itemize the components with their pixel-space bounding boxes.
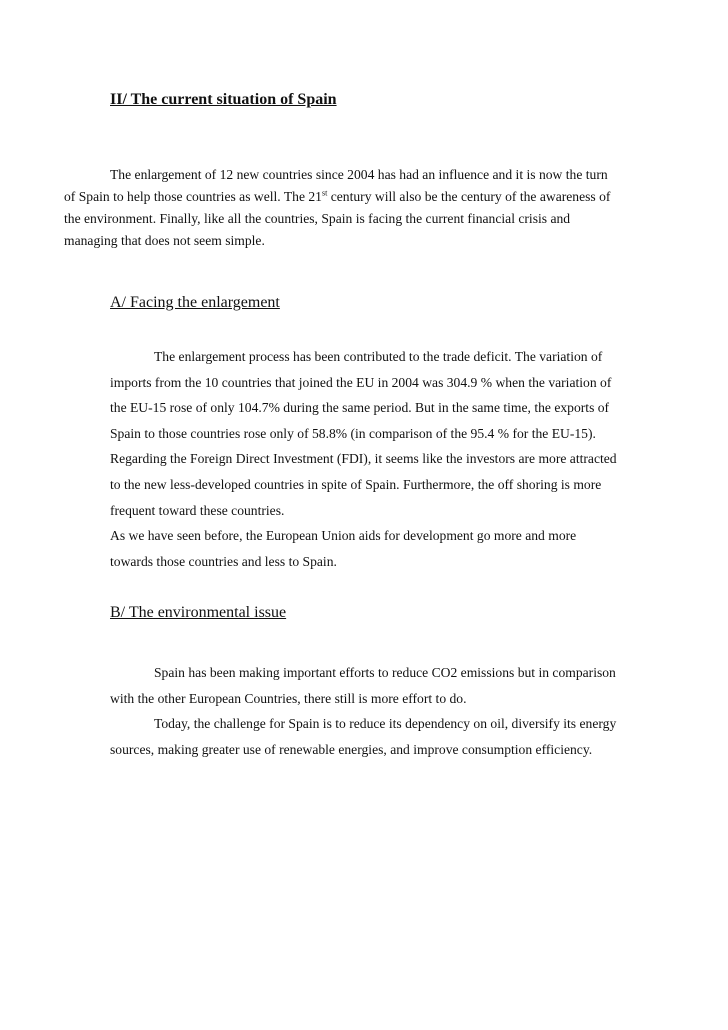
section-a-line: Regarding the Foreign Direct Investment (FDI), it seems like the investors are more attracted: [110, 451, 617, 467]
page-title: II/ The current situation of Spain: [110, 91, 337, 108]
intro-line: of Spain to help those countries as well. The 21st century will also be the century of the awareness of: [64, 188, 611, 204]
section-a-paragraph: [110, 344, 670, 574]
section-a-line: The enlargement process has been contributed to the trade deficit. The variation of: [154, 349, 603, 364]
section-b-heading: B/ The environmental issue: [110, 604, 287, 621]
section-b-line: with the other European Countries, there still is more effort to do.: [110, 690, 467, 706]
intro-line: The enlargement of 12 new countries since 2004 has had an influence and it is now the turn: [110, 167, 608, 182]
intro-line: managing that does not seem simple.: [64, 233, 265, 248]
intro-paragraph: [64, 164, 664, 252]
section-b-line: sources, making greater use of renewable energies, and improve consumption efficiency.: [110, 741, 593, 757]
section-b-line: Today, the challenge for Spain is to reduce its dependency on oil, diversify its energy: [154, 716, 617, 732]
section-a-line: imports from the 10 countries that joined the EU in 2004 was 304.9 % when the variation of: [110, 374, 612, 390]
section-b-line: Spain has been making important efforts to reduce CO2 emissions but in comparison: [154, 665, 616, 680]
section-a-line: frequent toward these countries.: [110, 502, 285, 518]
section-a-heading: A/ Facing the enlargement: [110, 294, 280, 311]
section-b-paragraph: [110, 660, 670, 762]
section-a-line: towards those countries and less to Spain.: [110, 553, 337, 569]
intro-line: the environment. Finally, like all the countries, Spain is facing the current financial crisis and: [64, 211, 571, 226]
section-a-line: Spain to those countries rose only of 58.8% (in comparison of the 95.4 % for the EU-15).: [110, 425, 596, 441]
section-a-line: the EU-15 rose of only 104.7% during the same period. But in the same time, the exports of: [110, 400, 610, 416]
section-a-line: to the new less-developed countries in spite of Spain. Furthermore, the off shoring is more: [110, 476, 602, 492]
section-a-line: As we have seen before, the European Union aids for development go more and more: [110, 528, 577, 544]
